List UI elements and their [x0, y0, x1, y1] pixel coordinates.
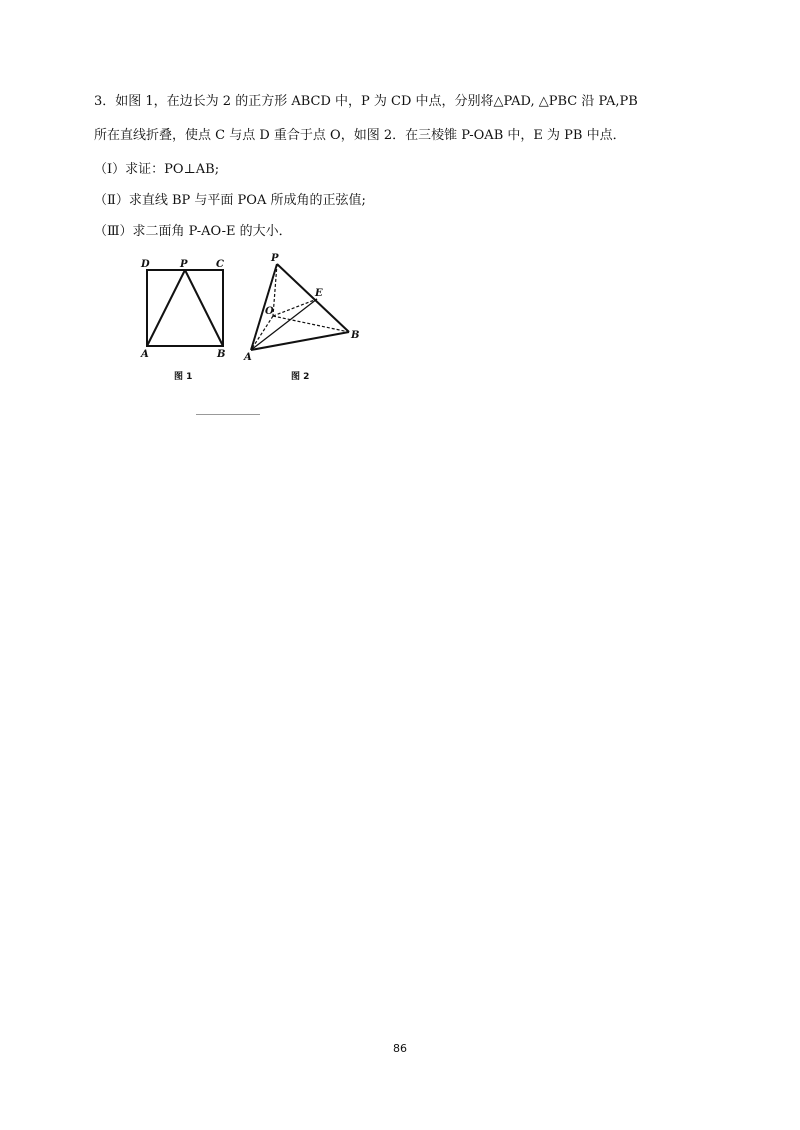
problem-line-2: 所在直线折叠，使点 C 与点 D 重合于点 O，如图 2．在三棱锥 P-OAB 中，E 为 PB 中点． — [94, 128, 626, 143]
segment-pa — [147, 270, 185, 346]
segment-pb — [185, 270, 223, 346]
label-o: O — [265, 306, 274, 317]
figure-1-caption: 图 1 — [174, 372, 193, 382]
question-part-2: （Ⅱ）求直线 BP 与平面 POA 所成角的正弦值; — [94, 193, 366, 208]
label-a: A — [141, 349, 149, 360]
page-number: 86 — [393, 1042, 407, 1055]
segment-oe — [273, 299, 317, 316]
edge-oa — [251, 316, 273, 350]
divider-line — [196, 414, 260, 415]
edge-ab — [251, 332, 349, 350]
question-part-1: （Ⅰ）求证：PO⊥AB; — [94, 162, 220, 177]
question-part-3: （Ⅲ）求二面角 P-AO-E 的大小． — [94, 224, 292, 239]
square-abcd — [147, 270, 223, 346]
label-e: E — [315, 288, 323, 299]
label-a: A — [244, 352, 252, 363]
label-p: P — [271, 253, 279, 264]
label-c: C — [216, 259, 224, 270]
label-p: P — [180, 259, 188, 270]
label-b: B — [351, 330, 360, 341]
label-d: D — [141, 259, 150, 270]
problem-line-1: 3．如图 1，在边长为 2 的正方形 ABCD 中，P 为 CD 中点，分别将△PAD, △PBC 沿 PA,PB — [94, 94, 638, 109]
figure-2-tetrahedron — [240, 250, 370, 384]
label-b: B — [217, 349, 226, 360]
figure-2-caption: 图 2 — [291, 372, 310, 382]
segment-ae — [251, 299, 317, 350]
figure-1-square — [132, 250, 242, 384]
